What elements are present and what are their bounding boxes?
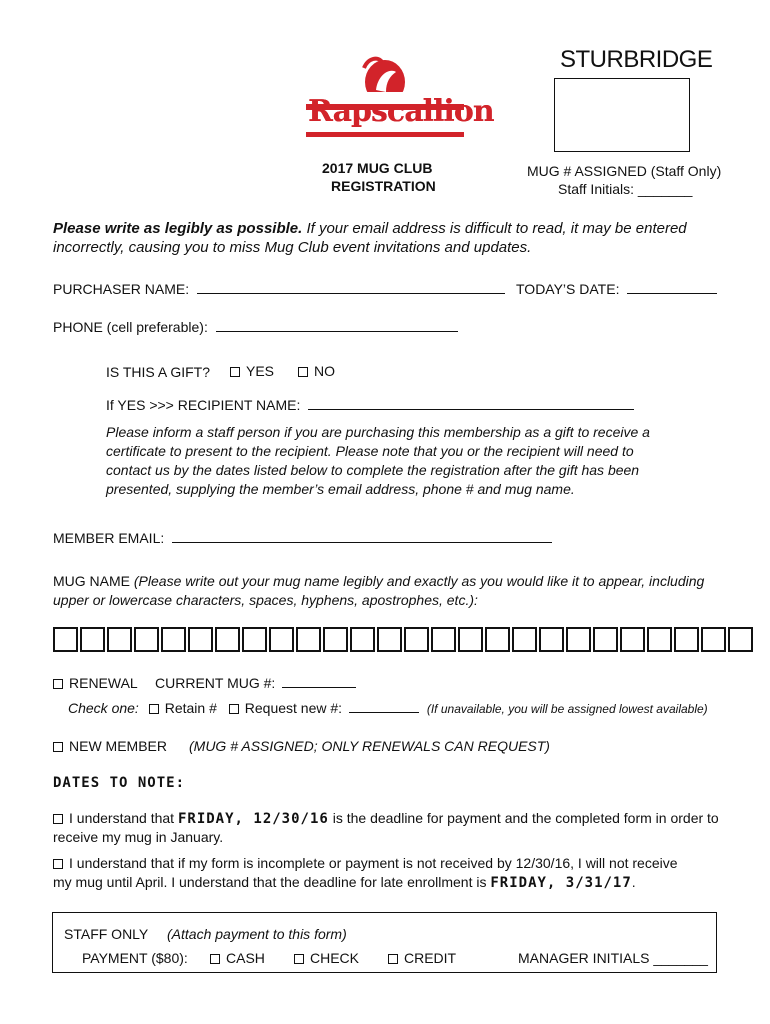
mug-name-char-box[interactable] bbox=[593, 627, 618, 652]
mug-name-char-box[interactable] bbox=[323, 627, 348, 652]
mug-name-char-box[interactable] bbox=[647, 627, 672, 652]
gift-note-line3: contact us by the dates listed below to complete the registration after the gift has been bbox=[106, 462, 640, 478]
date-item-2-checkbox[interactable] bbox=[53, 859, 63, 869]
renewal-option[interactable] bbox=[53, 675, 138, 691]
date-item-1-text-b: is the deadline for payment and the completed form in order to bbox=[328, 810, 719, 826]
member-email-field[interactable] bbox=[172, 542, 552, 543]
mug-name-char-box[interactable] bbox=[539, 627, 564, 652]
credit-label: CREDIT bbox=[404, 950, 457, 966]
recipient-label: If YES >>> RECIPIENT NAME: bbox=[106, 397, 301, 413]
mug-name-char-box[interactable] bbox=[674, 627, 699, 652]
mug-name-char-box[interactable] bbox=[80, 627, 105, 652]
member-email-row bbox=[53, 530, 552, 546]
staff-only-label: STAFF ONLY bbox=[64, 926, 149, 942]
mug-name-char-box[interactable] bbox=[566, 627, 591, 652]
renewal-checkbox[interactable] bbox=[53, 679, 63, 689]
staff-only-note: (Attach payment to this form) bbox=[167, 926, 347, 942]
date-item-2-text: I understand that if my form is incomplete or payment is not received by 12/30/16, I will not receive bbox=[69, 855, 678, 871]
mug-name-char-box[interactable] bbox=[728, 627, 753, 652]
date-item-1-checkbox[interactable] bbox=[53, 814, 63, 824]
check-option[interactable] bbox=[294, 950, 359, 966]
mug-name-char-box[interactable] bbox=[431, 627, 456, 652]
mug-name-char-box[interactable] bbox=[188, 627, 213, 652]
current-mug-row bbox=[155, 675, 356, 691]
gift-question: IS THIS A GIFT? bbox=[106, 364, 210, 380]
mug-name-char-box[interactable] bbox=[161, 627, 186, 652]
location-title: STURBRIDGE bbox=[560, 46, 713, 73]
yes-label: YES bbox=[246, 363, 275, 379]
today-date-field[interactable] bbox=[627, 293, 717, 294]
form-title-line2: REGISTRATION bbox=[331, 178, 436, 194]
mug-name-boxes[interactable] bbox=[53, 627, 753, 652]
staff-mug-box[interactable] bbox=[554, 78, 690, 152]
new-member-note: (MUG # ASSIGNED; ONLY RENEWALS CAN REQUEST) bbox=[189, 738, 550, 754]
mug-name-char-box[interactable] bbox=[512, 627, 537, 652]
mug-name-char-box[interactable] bbox=[404, 627, 429, 652]
gift-yes-option[interactable] bbox=[230, 363, 274, 379]
intro-line1 bbox=[53, 220, 687, 237]
request-new-field[interactable] bbox=[349, 712, 419, 713]
check-one-label: Check one: bbox=[68, 700, 139, 716]
date-item-2-line2 bbox=[53, 874, 636, 891]
intro-line2: incorrectly, causing you to miss Mug Club event invitations and updates. bbox=[53, 239, 532, 256]
staff-only-box bbox=[52, 912, 717, 973]
credit-option[interactable] bbox=[388, 950, 456, 966]
phone-label: PHONE (cell preferable): bbox=[53, 319, 208, 335]
mug-name-char-box[interactable] bbox=[242, 627, 267, 652]
mug-name-char-box[interactable] bbox=[53, 627, 78, 652]
phone-field[interactable] bbox=[216, 331, 458, 332]
mug-name-char-box[interactable] bbox=[701, 627, 726, 652]
new-member-option[interactable] bbox=[53, 738, 167, 754]
yes-checkbox[interactable] bbox=[230, 367, 240, 377]
no-checkbox[interactable] bbox=[298, 367, 308, 377]
gift-note-line4: presented, supplying the member’s email address, phone # and mug name. bbox=[106, 481, 575, 497]
date-item-2-text-a: my mug until April. I understand that the deadline for late enrollment is bbox=[53, 874, 491, 890]
mug-name-char-box[interactable] bbox=[215, 627, 240, 652]
current-mug-field[interactable] bbox=[282, 687, 356, 688]
no-label: NO bbox=[314, 363, 335, 379]
form-title-line1: 2017 MUG CLUB bbox=[322, 160, 433, 176]
cash-checkbox[interactable] bbox=[210, 954, 220, 964]
mug-name-char-box[interactable] bbox=[620, 627, 645, 652]
check-label: CHECK bbox=[310, 950, 360, 966]
check-one-row bbox=[68, 700, 708, 716]
check-checkbox[interactable] bbox=[294, 954, 304, 964]
recipient-row bbox=[106, 397, 634, 413]
logo-text: Rapscallion bbox=[308, 94, 494, 129]
mug-name-char-box[interactable] bbox=[350, 627, 375, 652]
mug-name-char-box[interactable] bbox=[107, 627, 132, 652]
gift-note-line1: Please inform a staff person if you are purchasing this membership as a gift to receive a bbox=[106, 424, 650, 440]
cash-label: CASH bbox=[226, 950, 265, 966]
recipient-name-field[interactable] bbox=[308, 409, 634, 410]
retain-label: Retain # bbox=[164, 700, 217, 716]
mug-assigned-label: MUG # ASSIGNED (Staff Only) bbox=[527, 163, 722, 179]
rapscallion-logo bbox=[306, 52, 494, 152]
intro-rest: If your email address is difficult to read, it may be entered bbox=[302, 220, 687, 237]
payment-label: PAYMENT ($80): bbox=[82, 950, 188, 966]
cash-option[interactable] bbox=[210, 950, 265, 966]
purchaser-row bbox=[53, 281, 505, 297]
mug-name-char-box[interactable] bbox=[269, 627, 294, 652]
date-item-2-deadline: FRIDAY, 3/31/17 bbox=[490, 875, 632, 891]
mug-name-char-box[interactable] bbox=[377, 627, 402, 652]
mug-name-char-box[interactable] bbox=[296, 627, 321, 652]
mug-name-line1 bbox=[53, 573, 704, 589]
renewal-label: RENEWAL bbox=[69, 675, 138, 691]
gift-note-line2: certificate to present to the recipient. Please note that you or the recipient will need to bbox=[106, 443, 634, 459]
mug-name-char-box[interactable] bbox=[458, 627, 483, 652]
phone-row bbox=[53, 319, 458, 335]
date-item-1-deadline: FRIDAY, 12/30/16 bbox=[177, 811, 329, 827]
manager-initials-label: MANAGER INITIALS _______ bbox=[518, 950, 708, 966]
credit-checkbox[interactable] bbox=[388, 954, 398, 964]
intro-bold: Please write as legibly as possible. bbox=[53, 220, 303, 237]
mug-name-char-box[interactable] bbox=[134, 627, 159, 652]
date-item-1-line2: receive my mug in January. bbox=[53, 829, 224, 845]
date-item-2-text-b: . bbox=[631, 874, 636, 890]
new-member-label: NEW MEMBER bbox=[69, 738, 167, 754]
date-item-2 bbox=[53, 855, 678, 871]
renewal-note: (If unavailable, you will be assigned lowest available) bbox=[426, 702, 708, 716]
staff-initials-label: Staff Initials: _______ bbox=[558, 181, 693, 197]
request-new-label: Request new #: bbox=[244, 700, 343, 716]
gift-no-option[interactable] bbox=[298, 363, 335, 379]
mug-name-note: (Please write out your mug name legibly and exactly as you would like it to appear, including bbox=[130, 573, 705, 589]
date-item-1-text-a: I understand that bbox=[69, 810, 178, 826]
date-item-1 bbox=[53, 810, 719, 827]
new-member-checkbox[interactable] bbox=[53, 742, 63, 752]
retain-checkbox[interactable] bbox=[149, 704, 159, 714]
dates-heading: DATES TO NOTE: bbox=[53, 775, 186, 791]
today-label: TODAY’S DATE: bbox=[516, 281, 620, 297]
today-row bbox=[516, 281, 717, 297]
purchaser-label: PURCHASER NAME: bbox=[53, 281, 190, 297]
mug-name-line2: upper or lowercase characters, spaces, hyphens, apostrophes, etc.): bbox=[53, 592, 478, 608]
member-email-label: MEMBER EMAIL: bbox=[53, 530, 165, 546]
purchaser-name-field[interactable] bbox=[197, 293, 505, 294]
current-mug-label: CURRENT MUG #: bbox=[155, 675, 276, 691]
mug-name-char-box[interactable] bbox=[485, 627, 510, 652]
request-new-checkbox[interactable] bbox=[229, 704, 239, 714]
mug-name-label: MUG NAME bbox=[53, 573, 130, 589]
